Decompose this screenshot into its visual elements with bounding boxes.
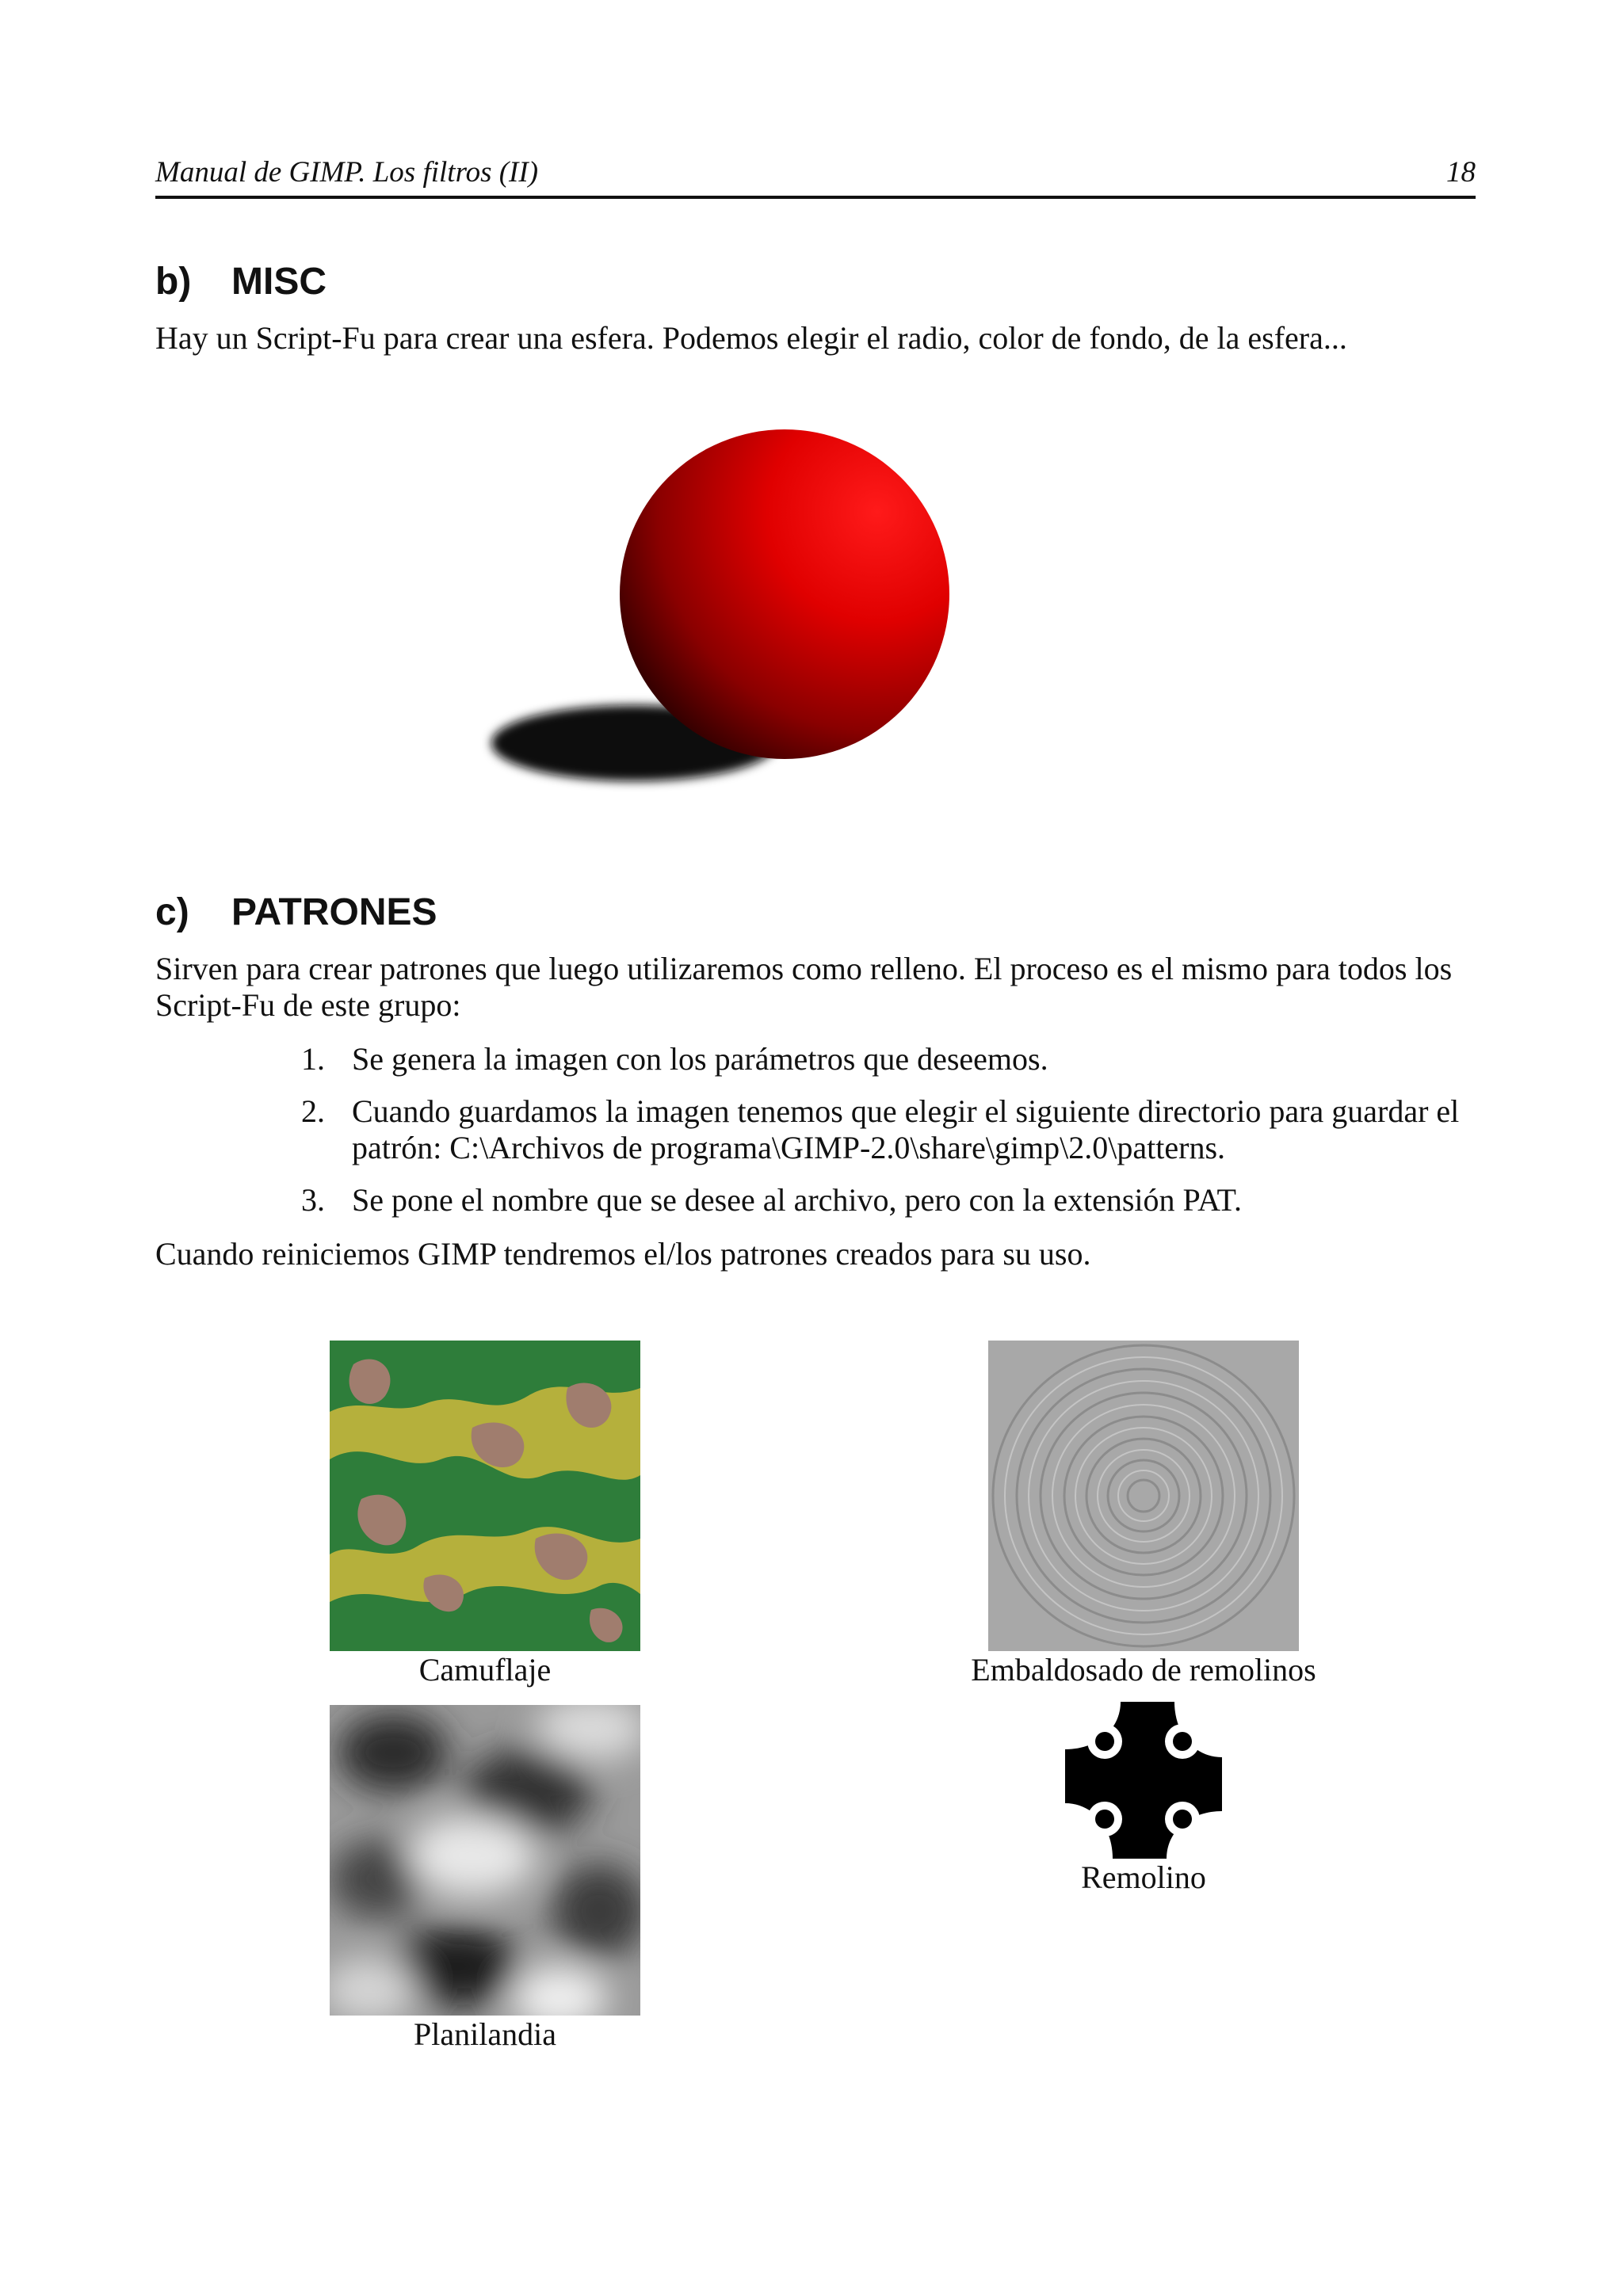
section-title: MISC: [231, 261, 327, 303]
caption-planilandia: Planilandia: [414, 2016, 556, 2052]
section-heading-misc: [155, 260, 327, 303]
page-number: 18: [1446, 156, 1476, 189]
section-number: c): [155, 891, 189, 933]
caption-camuflaje: Camuflaje: [418, 1652, 552, 1688]
remolino-pattern-image: [1065, 1702, 1222, 1859]
paragraph-patrones-intro: Sirven para crear patrones que luego utilizaremos como relleno. El proceso es el mismo para todos los Script-Fu de este grupo:: [155, 951, 1453, 1023]
section-heading-patrones: [155, 891, 437, 934]
running-header: [155, 149, 1476, 189]
section-number: b): [155, 261, 192, 303]
list-item: 2. Cuando guardamos la imagen tenemos que elegir el siguiente directorio para guardar el patrón: C:\Archivos de programa\GIMP-2.0\share\gimp\2.0\patterns.: [301, 1093, 1460, 1165]
sphere-image: [475, 412, 967, 792]
list-item: 1. Se genera la imagen con los parámetros que deseemos.: [301, 1041, 1048, 1077]
header-title: Manual de GIMP. Los filtros (II): [155, 156, 539, 189]
steps-list: [301, 1041, 1476, 1234]
section-title: PATRONES: [231, 891, 437, 933]
planilandia-pattern-image: [330, 1705, 640, 2016]
camuflaje-pattern-image: [330, 1341, 640, 1651]
paragraph-patrones-outro: Cuando reiniciemos GIMP tendremos el/los patrones creados para su uso.: [155, 1236, 1091, 1272]
caption-remolino: Remolino: [1081, 1859, 1206, 1895]
header-rule: [155, 196, 1476, 199]
paragraph-misc: Hay un Script-Fu para crear una esfera. Podemos elegir el radio, color de fondo, de la esfera...: [155, 320, 1347, 356]
caption-embaldosado: Embaldosado de remolinos: [971, 1652, 1316, 1688]
embaldosado-pattern-image: [988, 1341, 1299, 1651]
list-item: 3. Se pone el nombre que se desee al archivo, pero con la extensión PAT.: [301, 1182, 1243, 1218]
